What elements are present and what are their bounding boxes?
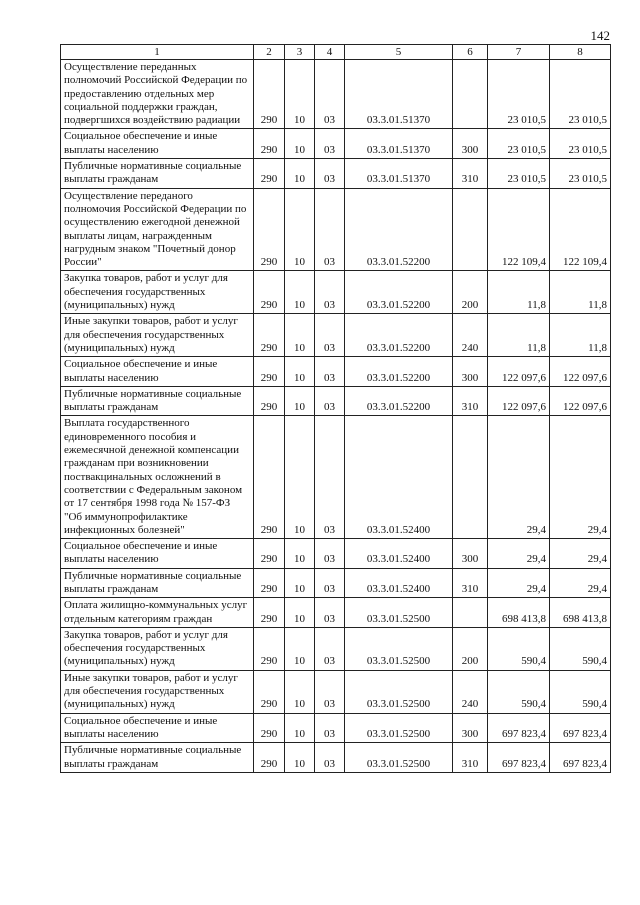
table-row xyxy=(61,670,611,713)
cell-type: 310 xyxy=(453,568,488,598)
table-body xyxy=(61,60,611,773)
cell-col3: 10 xyxy=(285,743,315,773)
cell-col3: 10 xyxy=(285,60,315,129)
cell-col3: 10 xyxy=(285,129,315,159)
cell-col4: 03 xyxy=(315,60,345,129)
cell-description: Выплата государственного единовременного пособия и ежемесячной денежной компенсации гражданам при возникновении поствакцинальных осложнений в соответствии с Федеральным законом от 17 сентября 1998 года № 157-ФЗ "Об иммунопрофилактике инфекционных болезней" xyxy=(61,416,254,539)
cell-code: 03.3.01.52200 xyxy=(345,271,453,314)
table-row xyxy=(61,416,611,539)
table-row xyxy=(61,386,611,416)
cell-type: 310 xyxy=(453,386,488,416)
cell-col3: 10 xyxy=(285,357,315,387)
cell-col3: 10 xyxy=(285,386,315,416)
cell-col2: 290 xyxy=(254,357,285,387)
cell-code: 03.3.01.52500 xyxy=(345,743,453,773)
cell-col2: 290 xyxy=(254,627,285,670)
table-row xyxy=(61,188,611,271)
cell-col4: 03 xyxy=(315,568,345,598)
cell-amount-8: 23 010,5 xyxy=(550,159,611,189)
column-header: 4 xyxy=(315,45,345,60)
cell-amount-8: 29,4 xyxy=(550,568,611,598)
cell-amount-7: 697 823,4 xyxy=(488,713,550,743)
column-header: 6 xyxy=(453,45,488,60)
cell-col4: 03 xyxy=(315,743,345,773)
cell-type: 300 xyxy=(453,539,488,569)
table-row xyxy=(61,357,611,387)
cell-code: 03.3.01.51370 xyxy=(345,60,453,129)
cell-code: 03.3.01.52500 xyxy=(345,670,453,713)
cell-amount-8: 11,8 xyxy=(550,314,611,357)
cell-col2: 290 xyxy=(254,416,285,539)
cell-amount-7: 29,4 xyxy=(488,539,550,569)
cell-col3: 10 xyxy=(285,627,315,670)
cell-col2: 290 xyxy=(254,129,285,159)
cell-col4: 03 xyxy=(315,627,345,670)
cell-col4: 03 xyxy=(315,188,345,271)
page-number: 142 xyxy=(590,28,610,43)
cell-col2: 290 xyxy=(254,568,285,598)
cell-col2: 290 xyxy=(254,159,285,189)
cell-code: 03.3.01.52200 xyxy=(345,314,453,357)
cell-type: 240 xyxy=(453,314,488,357)
cell-col3: 10 xyxy=(285,713,315,743)
cell-col4: 03 xyxy=(315,416,345,539)
cell-amount-7: 11,8 xyxy=(488,271,550,314)
cell-type xyxy=(453,598,488,628)
cell-description: Социальное обеспечение и иные выплаты населению xyxy=(61,713,254,743)
cell-code: 03.3.01.52500 xyxy=(345,627,453,670)
cell-col3: 10 xyxy=(285,416,315,539)
cell-col2: 290 xyxy=(254,188,285,271)
cell-amount-7: 590,4 xyxy=(488,670,550,713)
cell-description: Публичные нормативные социальные выплаты гражданам xyxy=(61,386,254,416)
cell-amount-7: 29,4 xyxy=(488,416,550,539)
cell-type xyxy=(453,188,488,271)
cell-col3: 10 xyxy=(285,598,315,628)
cell-description: Социальное обеспечение и иные выплаты населению xyxy=(61,539,254,569)
cell-code: 03.3.01.52400 xyxy=(345,539,453,569)
cell-amount-7: 122 097,6 xyxy=(488,357,550,387)
cell-description: Осуществление переданого полномочия Российской Федерации по осуществлению ежегодной денежной выплаты лицам, награжденным нагрудным знаком "Почетный донор России" xyxy=(61,188,254,271)
cell-col4: 03 xyxy=(315,539,345,569)
cell-amount-7: 23 010,5 xyxy=(488,129,550,159)
cell-code: 03.3.01.52500 xyxy=(345,598,453,628)
cell-amount-8: 23 010,5 xyxy=(550,129,611,159)
cell-col3: 10 xyxy=(285,314,315,357)
cell-col4: 03 xyxy=(315,598,345,628)
cell-amount-7: 590,4 xyxy=(488,627,550,670)
cell-amount-8: 590,4 xyxy=(550,670,611,713)
cell-amount-8: 697 823,4 xyxy=(550,713,611,743)
column-header: 3 xyxy=(285,45,315,60)
cell-amount-8: 697 823,4 xyxy=(550,743,611,773)
cell-amount-7: 29,4 xyxy=(488,568,550,598)
cell-amount-8: 122 097,6 xyxy=(550,386,611,416)
cell-description: Публичные нормативные социальные выплаты гражданам xyxy=(61,743,254,773)
cell-col3: 10 xyxy=(285,271,315,314)
cell-type: 240 xyxy=(453,670,488,713)
cell-amount-7: 23 010,5 xyxy=(488,159,550,189)
table-row xyxy=(61,627,611,670)
cell-code: 03.3.01.52400 xyxy=(345,416,453,539)
cell-amount-8: 698 413,8 xyxy=(550,598,611,628)
table-row xyxy=(61,743,611,773)
column-header: 8 xyxy=(550,45,611,60)
cell-description: Иные закупки товаров, работ и услуг для обеспечения государственных (муниципальных) нужд xyxy=(61,314,254,357)
cell-amount-7: 122 097,6 xyxy=(488,386,550,416)
cell-col2: 290 xyxy=(254,314,285,357)
cell-description: Публичные нормативные социальные выплаты гражданам xyxy=(61,568,254,598)
cell-code: 03.3.01.52500 xyxy=(345,713,453,743)
cell-amount-8: 590,4 xyxy=(550,627,611,670)
budget-table xyxy=(60,44,611,773)
table-header-row xyxy=(61,45,611,60)
cell-type xyxy=(453,416,488,539)
cell-amount-8: 122 109,4 xyxy=(550,188,611,271)
cell-description: Закупка товаров, работ и услуг для обеспечения государственных (муниципальных) нужд xyxy=(61,627,254,670)
cell-col4: 03 xyxy=(315,314,345,357)
table-row xyxy=(61,129,611,159)
cell-code: 03.3.01.52200 xyxy=(345,386,453,416)
cell-col3: 10 xyxy=(285,670,315,713)
cell-col2: 290 xyxy=(254,743,285,773)
cell-amount-8: 29,4 xyxy=(550,416,611,539)
cell-col2: 290 xyxy=(254,713,285,743)
cell-col3: 10 xyxy=(285,159,315,189)
cell-description: Иные закупки товаров, работ и услуг для обеспечения государственных (муниципальных) нужд xyxy=(61,670,254,713)
cell-col3: 10 xyxy=(285,188,315,271)
cell-col2: 290 xyxy=(254,386,285,416)
table-row xyxy=(61,568,611,598)
cell-col4: 03 xyxy=(315,271,345,314)
cell-amount-8: 23 010,5 xyxy=(550,60,611,129)
cell-col2: 290 xyxy=(254,60,285,129)
table-row xyxy=(61,60,611,129)
cell-col4: 03 xyxy=(315,386,345,416)
cell-description: Социальное обеспечение и иные выплаты населению xyxy=(61,357,254,387)
table-row xyxy=(61,598,611,628)
table-row xyxy=(61,713,611,743)
cell-col4: 03 xyxy=(315,670,345,713)
cell-amount-8: 29,4 xyxy=(550,539,611,569)
cell-col4: 03 xyxy=(315,713,345,743)
cell-col2: 290 xyxy=(254,271,285,314)
cell-col2: 290 xyxy=(254,670,285,713)
cell-description: Закупка товаров, работ и услуг для обеспечения государственных (муниципальных) нужд xyxy=(61,271,254,314)
cell-type: 300 xyxy=(453,357,488,387)
cell-amount-7: 122 109,4 xyxy=(488,188,550,271)
table-row xyxy=(61,271,611,314)
column-header: 1 xyxy=(61,45,254,60)
cell-type xyxy=(453,60,488,129)
column-header: 2 xyxy=(254,45,285,60)
cell-amount-8: 122 097,6 xyxy=(550,357,611,387)
cell-code: 03.3.01.52400 xyxy=(345,568,453,598)
cell-amount-7: 11,8 xyxy=(488,314,550,357)
cell-type: 310 xyxy=(453,159,488,189)
cell-amount-7: 23 010,5 xyxy=(488,60,550,129)
column-header: 7 xyxy=(488,45,550,60)
cell-col2: 290 xyxy=(254,598,285,628)
cell-amount-7: 697 823,4 xyxy=(488,743,550,773)
cell-col4: 03 xyxy=(315,129,345,159)
cell-col2: 290 xyxy=(254,539,285,569)
cell-description: Осуществление переданных полномочий Российской Федерации по предоставлению отдельных мер социальной поддержки граждан, подвергшихся воздействию радиации xyxy=(61,60,254,129)
cell-col4: 03 xyxy=(315,357,345,387)
cell-description: Оплата жилищно-коммунальных услуг отдельным категориям граждан xyxy=(61,598,254,628)
cell-col3: 10 xyxy=(285,568,315,598)
cell-type: 200 xyxy=(453,271,488,314)
table-row xyxy=(61,314,611,357)
cell-type: 310 xyxy=(453,743,488,773)
cell-type: 200 xyxy=(453,627,488,670)
table-row xyxy=(61,159,611,189)
cell-description: Публичные нормативные социальные выплаты гражданам xyxy=(61,159,254,189)
cell-type: 300 xyxy=(453,713,488,743)
column-header: 5 xyxy=(345,45,453,60)
cell-code: 03.3.01.51370 xyxy=(345,159,453,189)
cell-amount-7: 698 413,8 xyxy=(488,598,550,628)
cell-code: 03.3.01.51370 xyxy=(345,129,453,159)
cell-code: 03.3.01.52200 xyxy=(345,357,453,387)
cell-col4: 03 xyxy=(315,159,345,189)
cell-col3: 10 xyxy=(285,539,315,569)
cell-type: 300 xyxy=(453,129,488,159)
table-row xyxy=(61,539,611,569)
cell-description: Социальное обеспечение и иные выплаты населению xyxy=(61,129,254,159)
cell-code: 03.3.01.52200 xyxy=(345,188,453,271)
cell-amount-8: 11,8 xyxy=(550,271,611,314)
